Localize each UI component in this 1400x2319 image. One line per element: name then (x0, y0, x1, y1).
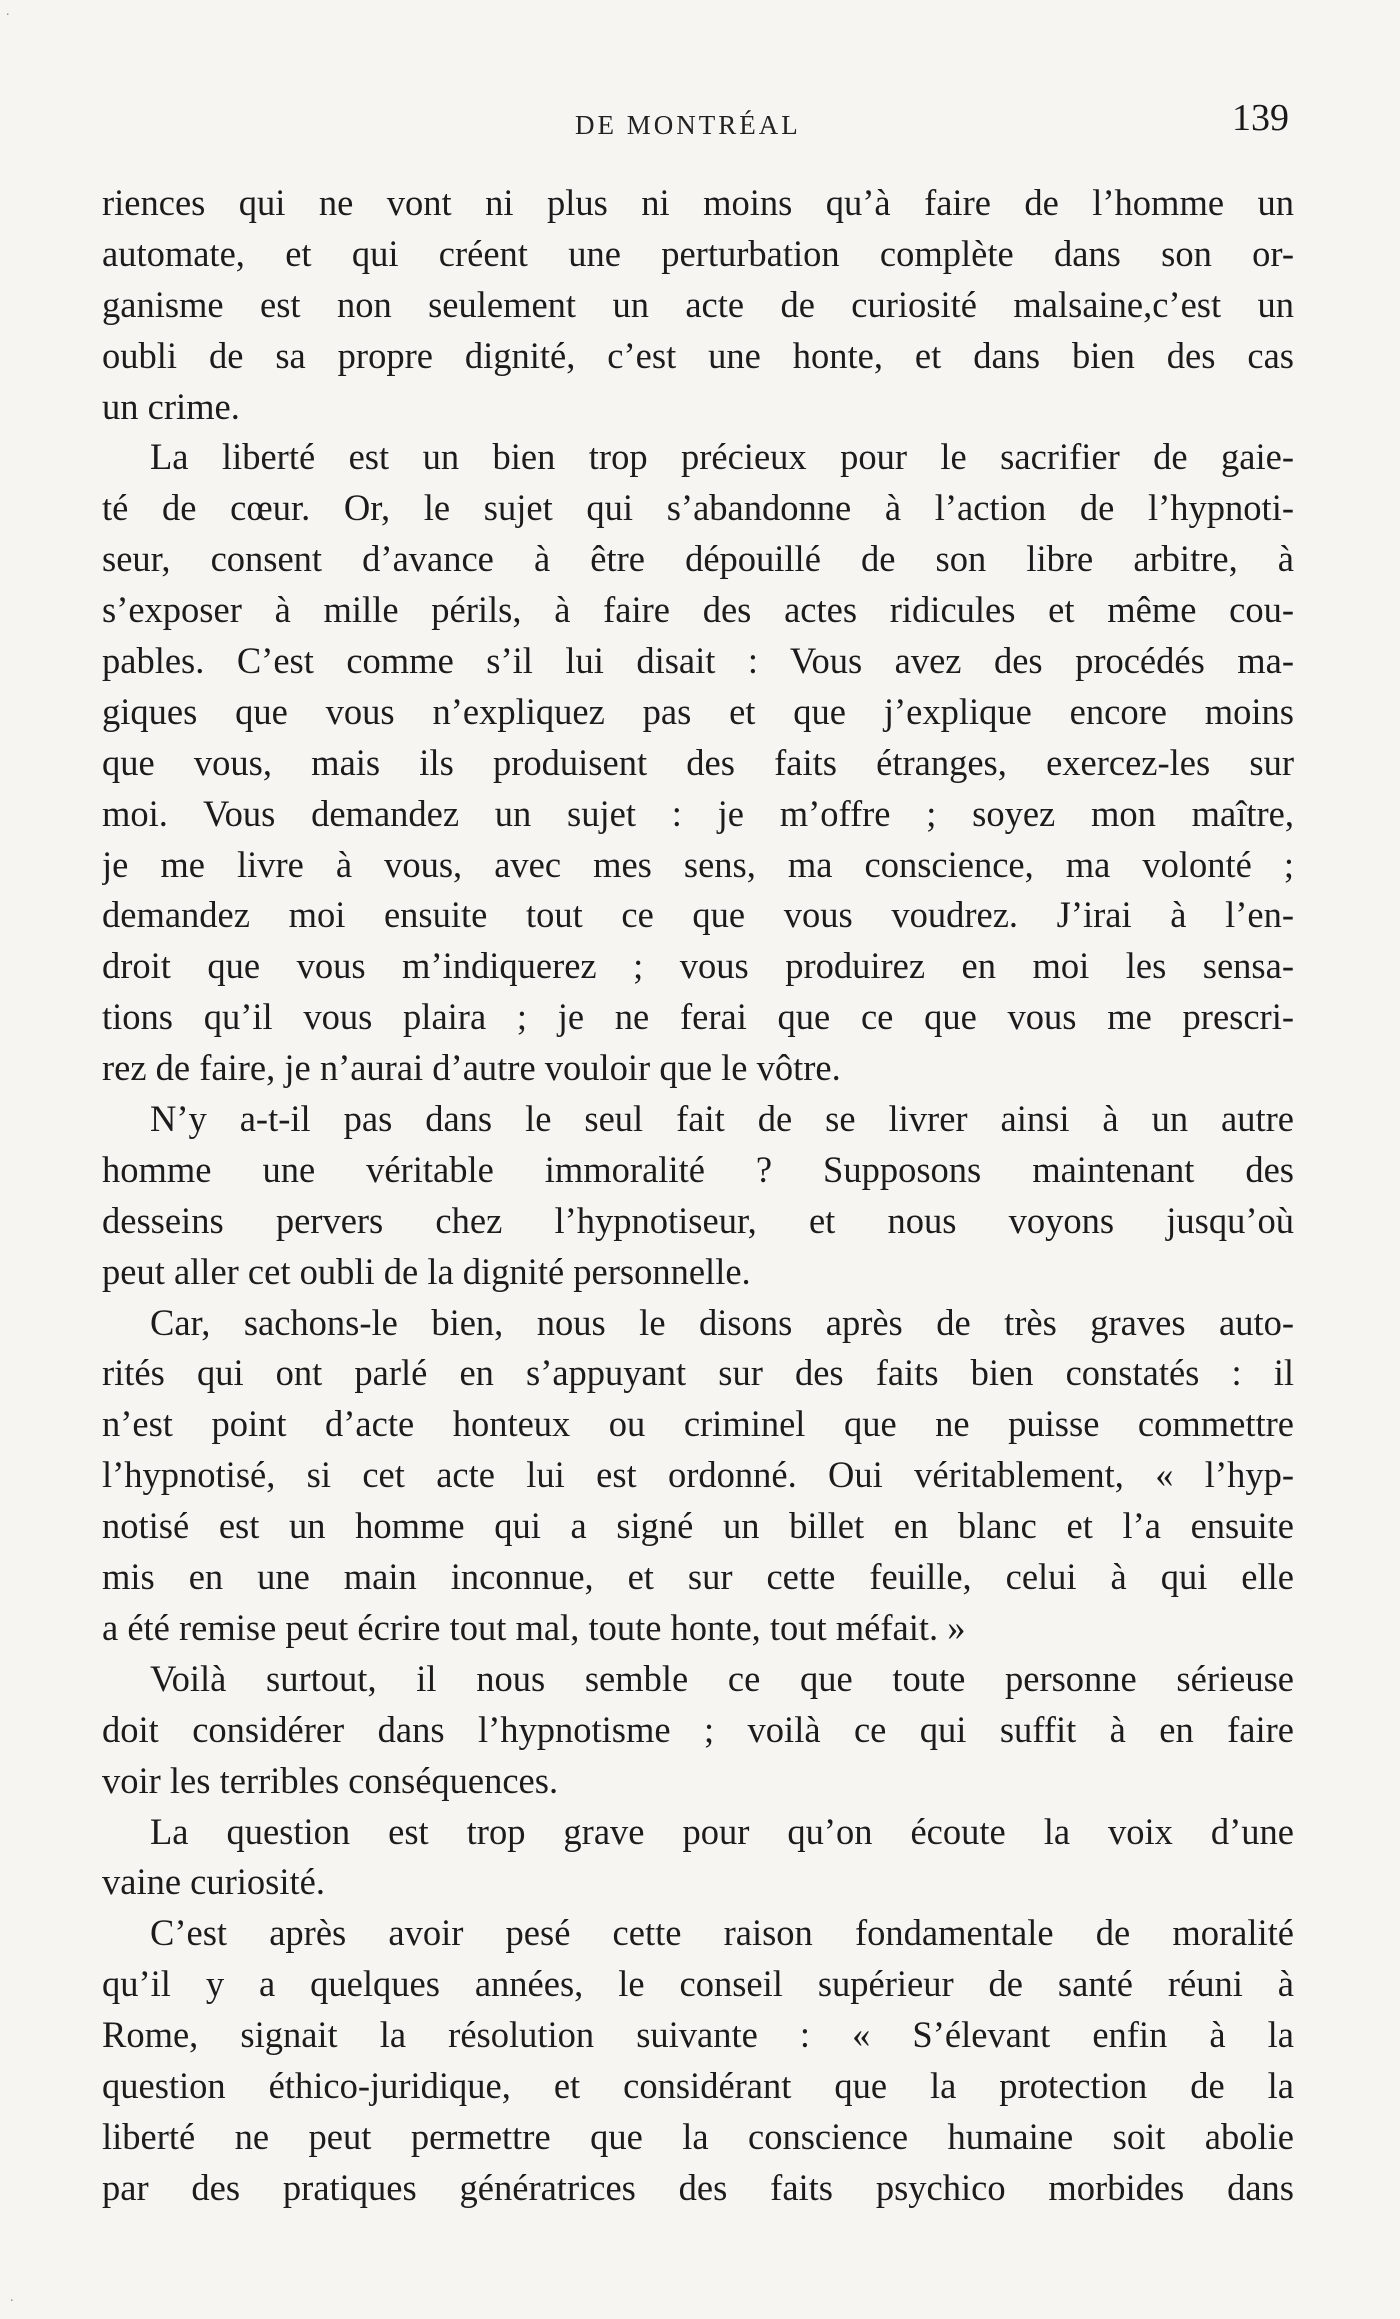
text-line: n’est point d’acte honteux ou criminel que ne puisse commettre (102, 1403, 1294, 1445)
text-line: moi. Vous demandez un sujet : je m’offre ; soyez mon maître, (102, 792, 1294, 834)
text-line: té de cœur. Or, le sujet qui s’abandonne à l’action de l’hypnoti- (102, 487, 1294, 529)
text-line: peut aller cet oubli de la dignité personnelle. (102, 1250, 751, 1292)
text-line: qu’il y a quelques années, le conseil supérieur de santé réuni à (102, 1963, 1294, 2005)
text-line: C’est après avoir pesé cette raison fondamentale de moralité (150, 1912, 1294, 1954)
text-line: ganisme est non seulement un acte de curiosité malsaine,c’est un (102, 283, 1294, 325)
running-title: DE MONTRÉAL (575, 110, 801, 140)
body-text (102, 178, 1294, 2214)
text-line: Car, sachons-le bien, nous le disons après de très graves auto- (150, 1301, 1294, 1343)
text-line: oubli de sa propre dignité, c’est une honte, et dans bien des cas (102, 334, 1294, 376)
scan-speck: . (6, 4, 10, 19)
text-line: seur, consent d’avance à être dépouillé de son libre arbitre, à (102, 538, 1294, 580)
text-line: tions qu’il vous plaira ; je ne ferai que ce que vous me prescri- (102, 996, 1294, 1038)
text-line: question éthico-juridique, et considérant que la protection de la (102, 2064, 1294, 2106)
text-line: notisé est un homme qui a signé un billet en blanc et l’a ensuite (102, 1505, 1294, 1547)
text-line: un crime. (102, 385, 240, 427)
text-line: que vous, mais ils produisent des faits étranges, exercez-les sur (102, 741, 1294, 783)
text-line: pables. C’est comme s’il lui disait : Vous avez des procédés ma- (102, 640, 1294, 682)
text-line: homme une véritable immoralité ? Supposons maintenant des (102, 1148, 1294, 1190)
text-line: s’exposer à mille périls, à faire des actes ridicules et même cou- (102, 589, 1294, 631)
text-line: rez de faire, je n’aurai d’autre vouloir que le vôtre. (102, 1047, 841, 1089)
text-line: doit considérer dans l’hypnotisme ; voilà ce qui suffit à en faire (102, 1708, 1294, 1750)
text-line: N’y a-t-il pas dans le seul fait de se livrer ainsi à un autre (150, 1098, 1294, 1140)
text-line: La liberté est un bien trop précieux pour le sacrifier de gaie- (150, 436, 1294, 478)
text-line: liberté ne peut permettre que la conscience humaine soit abolie (102, 2115, 1294, 2157)
text-line: rités qui ont parlé en s’appuyant sur des faits bien constatés : il (102, 1352, 1294, 1394)
running-head (0, 96, 1400, 156)
scan-speck: . (10, 2290, 14, 2305)
text-line: desseins pervers chez l’hypnotiseur, et nous voyons jusqu’où (102, 1199, 1294, 1241)
text-line: par des pratiques génératrices des faits psychico morbides dans (102, 2166, 1294, 2208)
text-line: riences qui ne vont ni plus ni moins qu’à faire de l’homme un (102, 182, 1294, 223)
page-number: 139 (1232, 97, 1289, 139)
text-line: voir les terribles conséquences. (102, 1759, 559, 1801)
text-line: giques que vous n’expliquez pas et que j’explique encore moins (102, 690, 1294, 732)
text-line: La question est trop grave pour qu’on écoute la voix d’une (150, 1810, 1294, 1852)
text-line: je me livre à vous, avec mes sens, ma conscience, ma volonté ; (102, 843, 1294, 885)
text-line: Rome, signait la résolution suivante : « S’élevant enfin à la (102, 2014, 1294, 2056)
text-line: l’hypnotisé, si cet acte lui est ordonné. Oui véritablement, « l’hyp- (102, 1454, 1294, 1496)
text-line: demandez moi ensuite tout ce que vous voudrez. J’irai à l’en- (102, 894, 1294, 936)
text-line: mis en une main inconnue, et sur cette feuille, celui à qui elle (102, 1556, 1294, 1598)
text-line: droit que vous m’indiquerez ; vous produirez en moi les sensa- (102, 945, 1294, 987)
text-line: a été remise peut écrire tout mal, toute honte, tout méfait. » (102, 1606, 966, 1648)
text-line: vaine curiosité. (102, 1861, 325, 1903)
text-line: Voilà surtout, il nous semble ce que toute personne sérieuse (150, 1657, 1294, 1699)
text-line: automate, et qui créent une perturbation complète dans son or- (102, 232, 1294, 274)
